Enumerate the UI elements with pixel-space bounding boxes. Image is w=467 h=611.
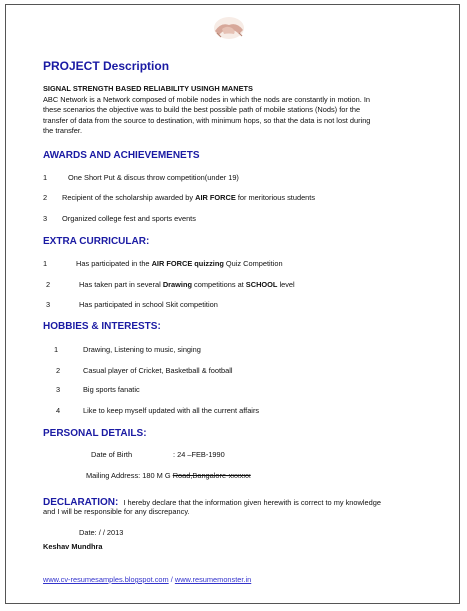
address-struck: Road,Bangalore-xxxxxx — [172, 471, 251, 480]
extra-item-1 — [76, 259, 283, 269]
declaration-text-1: I hereby declare that the information given herewith is correct to my knowledge — [123, 498, 381, 507]
hobbies-item-1: Drawing, Listening to music, singing — [83, 345, 201, 354]
project-line-4: the transfer. — [43, 126, 83, 135]
handshake-icon — [212, 14, 246, 42]
address-text: Mailing Address: 180 M G — [86, 471, 173, 480]
extra-item-3: Has participated in school Skit competition — [79, 300, 218, 309]
footer — [43, 575, 251, 584]
awards-item-2-post: for meritorious students — [235, 193, 316, 202]
project-line-2: these scenarios the objective was to build the best possible path of mobile stations (Nods) for the — [43, 105, 361, 114]
hobbies-num-3: 3 — [56, 385, 61, 394]
declaration-line-2: and I will be responsible for any discrepancy. — [43, 507, 190, 516]
extra-item-2-bold2: SCHOOL — [245, 280, 278, 289]
awards-item-3: Organized college fest and sports events — [62, 214, 196, 223]
project-line-3: transfer of data from the source to destination, with minimum hops, so that the data is not lost during — [43, 116, 371, 125]
awards-item-2-pre: Recipient of the scholarship awarded by — [62, 193, 196, 202]
awards-item-1: One Short Put & discus throw competition(under 19) — [68, 173, 239, 182]
dob-label: Date of Birth — [91, 450, 133, 459]
hobbies-item-4: Like to keep myself updated with all the current affairs — [83, 406, 260, 415]
extra-item-2-pre: Has taken part in several — [79, 280, 163, 289]
dob-value: : 24 –FEB-1990 — [173, 450, 225, 459]
awards-item-2 — [62, 193, 315, 203]
extra-num-2: 2 — [46, 280, 51, 289]
declaration-heading: DECLARATION: — [43, 497, 119, 508]
signatory-name: Keshav Mundhra — [43, 542, 103, 551]
project-line-1: ABC Network is a Network composed of mobile nodes in which the nods are constantly in motion. In — [43, 95, 370, 104]
extra-item-2 — [79, 280, 295, 290]
hobbies-item-2: Casual player of Cricket, Basketball & football — [83, 366, 233, 375]
extra-item-1-bold: AIR FORCE quizzing — [151, 259, 224, 268]
footer-link-2[interactable]: www.resumemonster.in — [174, 575, 252, 584]
awards-num-3: 3 — [43, 214, 48, 223]
hobbies-num-2: 2 — [56, 366, 61, 375]
hobbies-item-3: Big sports fanatic — [83, 385, 140, 394]
project-heading: PROJECT Description — [43, 59, 170, 73]
footer-separator: / — [168, 575, 175, 584]
personal-heading: PERSONAL DETAILS: — [43, 428, 147, 439]
hobbies-num-4: 4 — [56, 406, 61, 415]
extra-item-2-mid: competitions at — [191, 280, 246, 289]
extra-item-1-pre: Has participated in the — [76, 259, 152, 268]
awards-num-1: 1 — [43, 173, 48, 182]
extra-item-2-bold: Drawing — [162, 280, 192, 289]
hobbies-num-1: 1 — [54, 345, 59, 354]
extra-heading: EXTRA CURRICULAR: — [43, 236, 150, 247]
awards-item-2-bold: AIR FORCE — [195, 193, 236, 202]
declaration-date: Date: / / 2013 — [79, 528, 124, 537]
extra-num-3: 3 — [46, 300, 51, 309]
footer-link-1[interactable]: www.cv-resumesamples.blogspot.com — [43, 575, 169, 584]
mailing-address — [86, 471, 251, 481]
extra-num-1: 1 — [43, 259, 48, 268]
awards-heading: AWARDS AND ACHIEVEMENETS — [43, 150, 200, 161]
extra-item-1-post: Quiz Competition — [223, 259, 283, 268]
awards-num-2: 2 — [43, 193, 48, 202]
project-title: SIGNAL STRENGTH BASED RELIABILITY USINGH MANETS — [43, 84, 253, 93]
extra-item-2-post: level — [277, 280, 295, 289]
hobbies-heading: HOBBIES & INTERESTS: — [43, 321, 161, 332]
